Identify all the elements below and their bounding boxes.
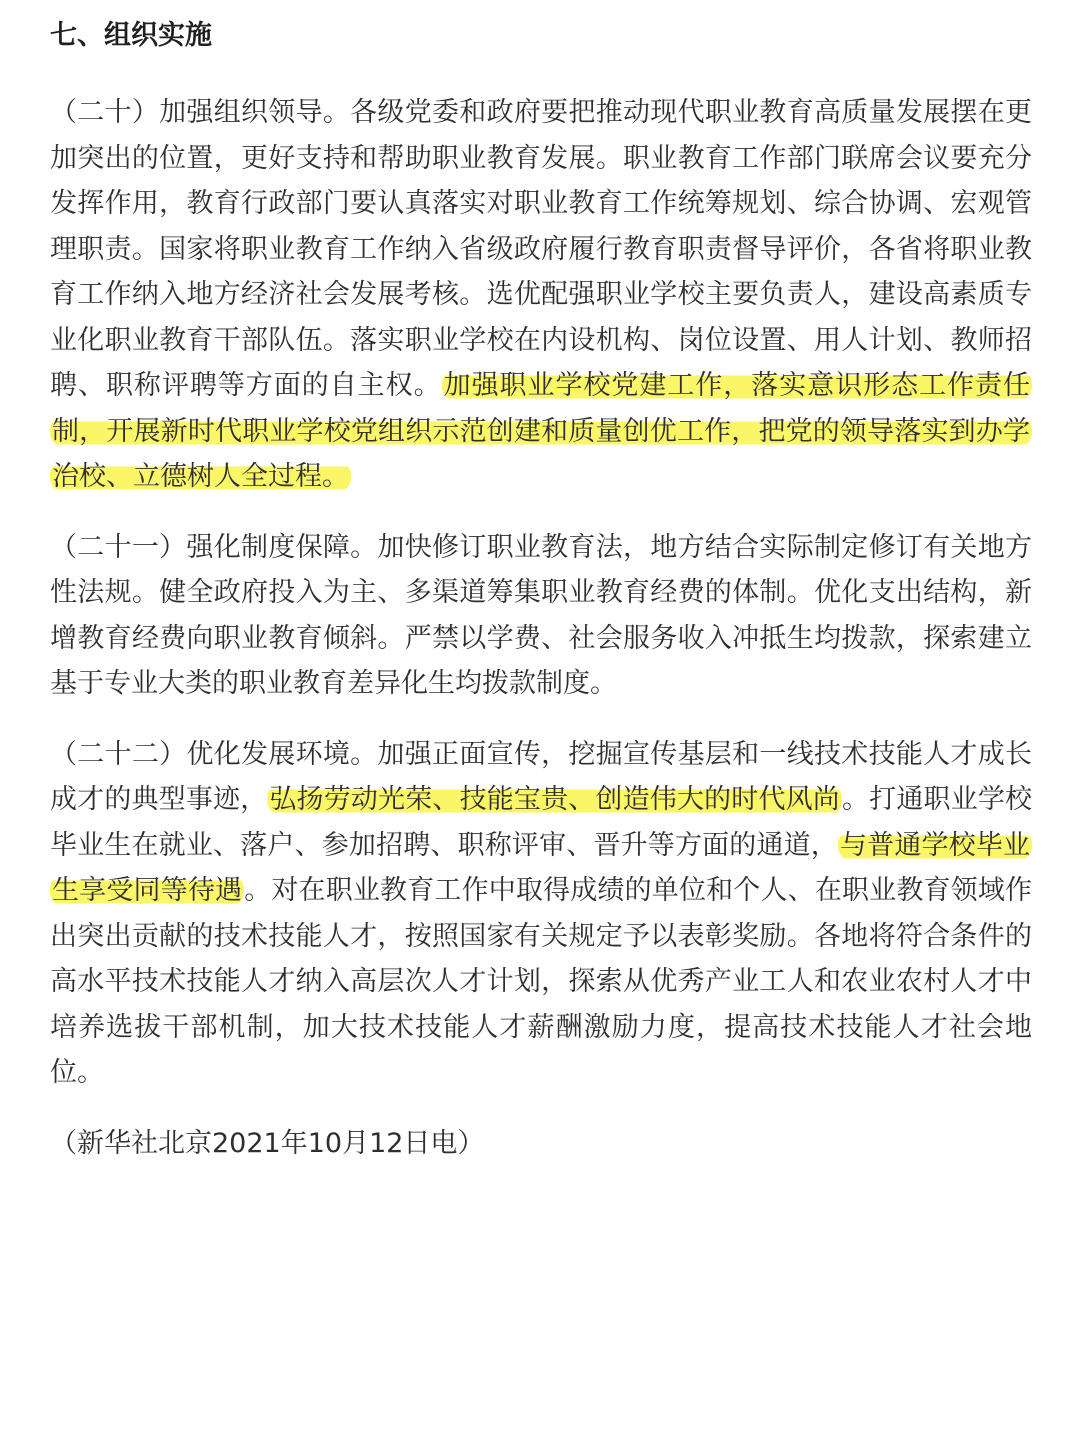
highlight-party-building: 加强职业学校党建工作，落实意识形态工作责任制，开展新时代职业学校党组织示范创建和质量创优工作，把党的领导落实到办学治校、立德树人全过程。 (52, 370, 1031, 492)
paragraph-22 (50, 732, 1032, 1096)
paragraph-22-text-2: 。打通职业学校毕业生在就业、落户、参加招聘、职称评审、晋升等方面的通道， (50, 784, 1033, 861)
paragraph-20-text: （二十）加强组织领导。各级党委和政府要把推动现代职业教育高质量发展摆在更加突出的位置，更好支持和帮助职业教育发展。职业教育工作部门联席会议要充分发挥作用，教育行政部门要认真落实对职业教育工作统筹规划、综合协调、宏观管理职责。国家将职业教育工作纳入省级政府履行教育职责督导评价，各省将职业教育工作纳入地方经济社会发展考核。选优配强职业学校主要负责人，建设高素质专业化职业教育干部队伍。落实职业学校在内设机构、岗位设置、用人计划、教师招聘、职称评聘等方面的自主权。 (50, 97, 1032, 401)
article-page (50, 0, 1032, 1166)
highlight-labor-honor: 弘扬劳动光荣、技能宝贵、创造伟大的时代风尚 (269, 784, 840, 815)
paragraph-21-text: （二十一）强化制度保障。加快修订职业教育法，地方结合实际制定修订有关地方性法规。健全政府投入为主、多渠道筹集职业教育经费的体制。优化支出结构，新增教育经费向职业教育倾斜。严禁以学费、社会服务收入冲抵生均拨款，探索建立基于专业大类的职业教育差异化生均拨款制度。 (50, 531, 1032, 699)
paragraph-20 (50, 90, 1032, 500)
section-heading: 七、组织实施 (50, 20, 212, 51)
paragraph-21 (50, 525, 1032, 707)
highlight-equal-treatment: 与普通学校毕业生享受同等待遇 (52, 829, 1031, 906)
paragraph-22-text-1: （二十二）优化发展环境。加强正面宣传，挖掘宣传基层和一线技术技能人才成长成才的典型事迹， (50, 738, 1032, 815)
paragraph-22-text-3: 。对在职业教育工作中取得成绩的单位和个人、在职业教育领域作出突出贡献的技术技能人才，按照国家有关规定予以表彰奖励。各地将符合条件的高水平技术技能人才纳入高层次人才计划，探索从优秀产业工人和农业农村人才中培养选拔干部机制，加大技术技能人才薪酬激励力度，提高技术技能人才社会地位。 (50, 875, 1033, 1088)
dateline: （新华社北京2021年10月12日电） (50, 1127, 485, 1159)
